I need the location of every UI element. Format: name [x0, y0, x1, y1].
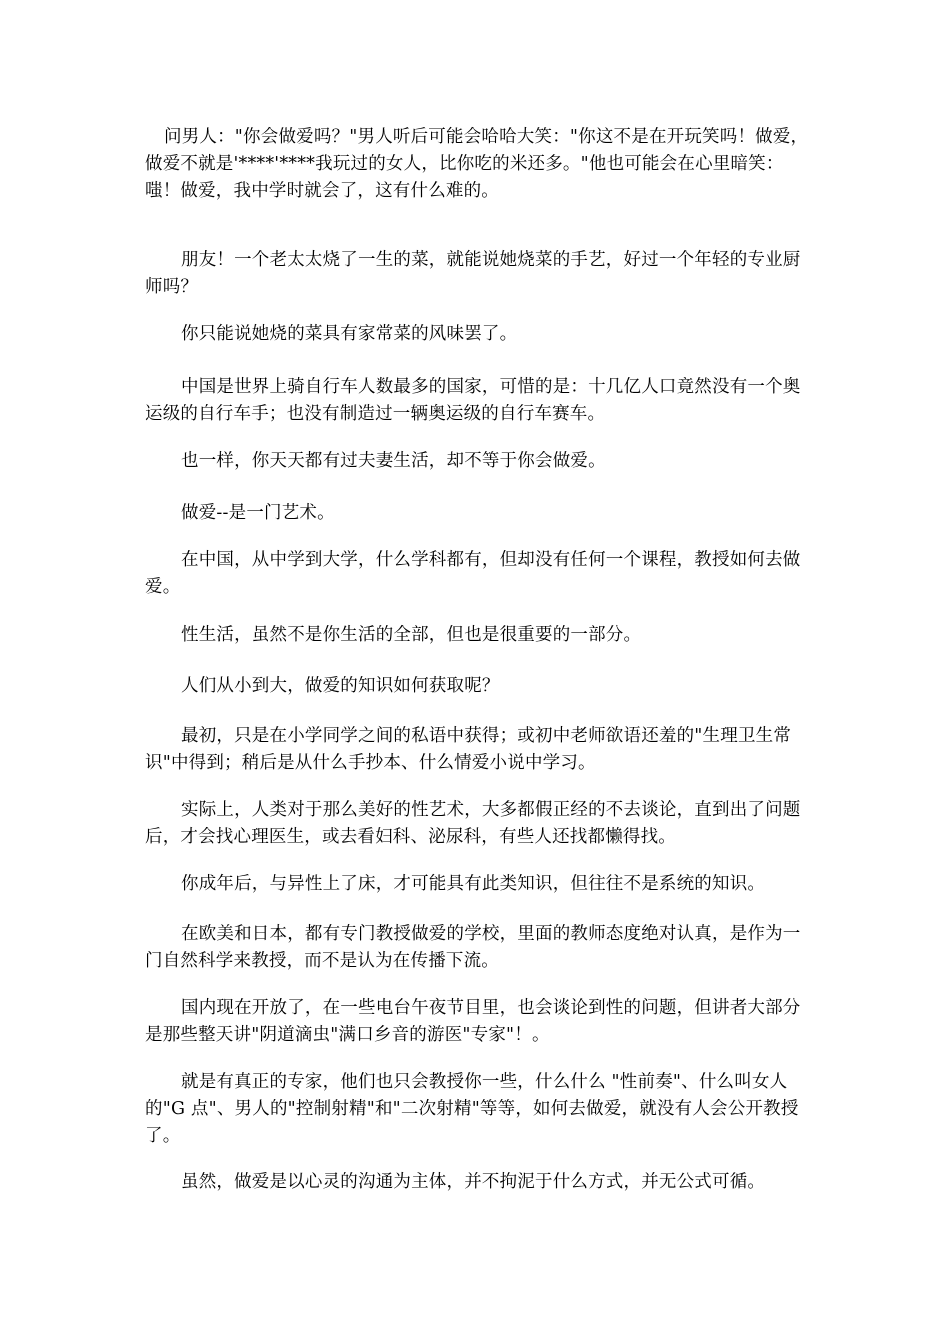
paragraph-1: 问男人："你会做爱吗？"男人听后可能会哈哈大笑："你这不是在开玩笑吗！做爱，做爱不就是'****'****我玩过的女人，比你吃的米还多。"他也可能会在心里暗笑：嗤！做爱，我中学时就会了，这有什么难的。: [145, 127, 809, 201]
paragraph-12: 你成年后，与异性上了床，才可能具有此类知识，但往往不是系统的知识。: [181, 874, 766, 894]
paragraph-6: 做爱--是一门艺术。: [181, 503, 335, 523]
paragraph-3: 你只能说她烧的菜具有家常菜的风味罢了。: [181, 324, 518, 344]
paragraph-13: 在欧美和日本，都有专门教授做爱的学校，里面的教师态度绝对认真，是作为一门自然科学来教授，而不是认为在传播下流。: [145, 924, 801, 971]
paragraph-2: 朋友！一个老太太烧了一生的菜，就能说她烧菜的手艺，好过一个年轻的专业厨师吗？: [145, 250, 801, 297]
paragraph-16: 虽然，做爱是以心灵的沟通为主体，并不拘泥于什么方式，并无公式可循。: [181, 1172, 766, 1192]
paragraph-7: 在中国，从中学到大学，什么学科都有，但却没有任何一个课程，教授如何去做爱。: [145, 550, 801, 597]
paragraph-15: 就是有真正的专家，他们也只会教授你一些，什么什么 "性前奏"、什么叫女人的"G 点"、男人的"控制射精"和"二次射精"等等，如何去做爱，就没有人会公开教授了。: [145, 1072, 799, 1146]
paragraph-4: 中国是世界上骑自行车人数最多的国家，可惜的是：十几亿人口竟然没有一个奥运级的自行车手；也没有制造过一辆奥运级的自行车赛车。: [145, 377, 801, 424]
paragraph-11: 实际上，人类对于那么美好的性艺术，大多都假正经的不去谈论，直到出了问题后，才会找心理医生，或去看妇科、泌尿科，有些人还找都懒得找。: [145, 800, 801, 847]
paragraph-8: 性生活，虽然不是你生活的全部，但也是很重要的一部分。: [181, 625, 642, 645]
paragraph-5: 也一样，你天天都有过夫妻生活，却不等于你会做爱。: [181, 451, 606, 471]
paragraph-9: 人们从小到大，做爱的知识如何获取呢？: [181, 676, 500, 696]
paragraph-10: 最初，只是在小学同学之间的私语中获得；或初中老师欲语还羞的"生理卫生常识"中得到；稍后是从什么手抄本、什么情爱小说中学习。: [145, 726, 792, 773]
paragraph-14: 国内现在开放了，在一些电台午夜节目里，也会谈论到性的问题，但讲者大部分是那些整天讲"阴道滴虫"满口乡音的游医"专家"！。: [145, 998, 801, 1045]
